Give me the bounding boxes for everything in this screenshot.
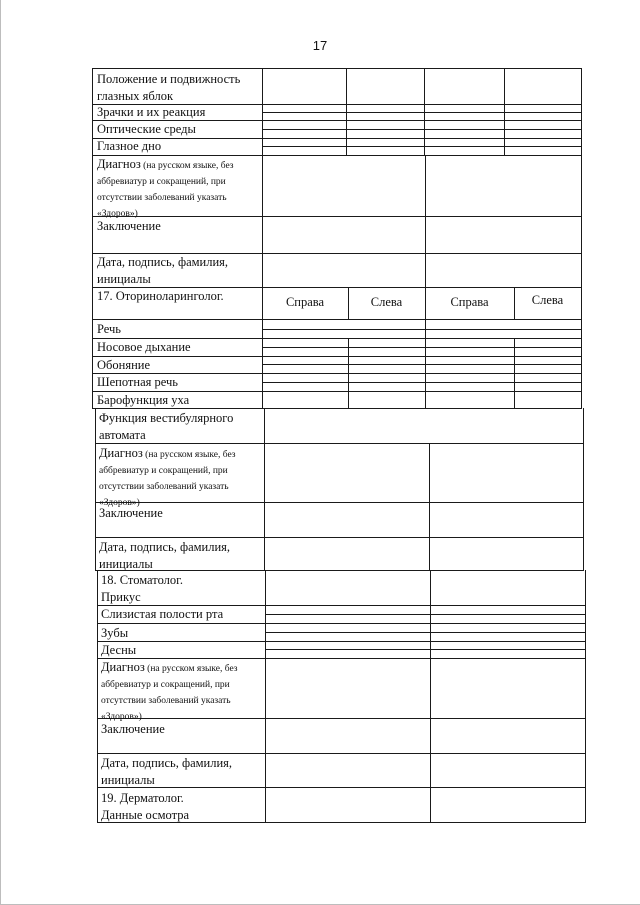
row-line — [92, 68, 582, 69]
row-line — [262, 364, 582, 365]
row-label-conclusion: Заключение — [99, 506, 163, 520]
col-line — [348, 338, 349, 408]
table-border-left — [95, 408, 96, 571]
row-line — [265, 649, 586, 650]
row-label-eye-position: Положение и подвижность глазных яблок — [97, 72, 241, 103]
row-label-signature: Дата, подпись, фамилия, инициалы — [101, 756, 233, 787]
row-label-smell: Обоняние — [97, 358, 151, 372]
col-line — [425, 338, 426, 408]
page-number: 17 — [312, 38, 328, 53]
col-line — [264, 408, 265, 571]
row-label-optical-media: Оптические среды — [97, 122, 196, 136]
row-line — [92, 319, 582, 320]
row-label-teeth: Зубы — [101, 626, 129, 640]
row-line — [95, 537, 584, 538]
row-label-speech: Речь — [97, 322, 122, 336]
row-label-diagnosis: Диагноз (на русском языке, без аббревиатур и сокращений, при отсутствии заболеваний указать «Здоров») — [99, 446, 236, 508]
row-label-conclusion: Заключение — [101, 722, 165, 736]
col-line — [430, 570, 431, 823]
row-line — [262, 129, 582, 130]
table-border-left — [97, 570, 98, 823]
col-header-right-2: Справа — [450, 295, 489, 309]
row-line — [97, 623, 586, 624]
col-line — [504, 68, 505, 155]
row-label-pupils: Зрачки и их реакция — [97, 105, 206, 119]
col-line — [424, 68, 425, 155]
row-label-vestibular: Функция вестибулярного автомата — [99, 411, 234, 442]
row-label-signature: Дата, подпись, фамилия, инициалы — [97, 255, 229, 286]
row-line — [262, 112, 582, 113]
row-label-diagnosis: Диагноз (на русском языке, без аббревиатур и сокращений, при отсутствии заболеваний указать «Здоров») — [97, 157, 234, 219]
col-header-right-1: Справа — [285, 295, 325, 309]
row-line — [262, 382, 582, 383]
col-line — [346, 68, 347, 155]
col-line — [265, 570, 266, 823]
col-header-left-2: Слева — [531, 293, 564, 307]
col-line — [425, 319, 426, 338]
row-line — [97, 753, 586, 754]
row-label-examination-data: Данные осмотра — [101, 808, 190, 822]
row-line — [265, 632, 586, 633]
col-line — [514, 338, 515, 408]
row-label-fundus: Глазное дно — [97, 139, 162, 153]
section-title-ent: 17. Оториноларинголог. — [97, 289, 224, 303]
row-label-bite: Прикус — [101, 590, 141, 604]
row-label-whisper-speech: Шепотная речь — [97, 375, 178, 389]
col-header-left-1: Слева — [370, 295, 403, 309]
row-label-ear-barofunction: Барофункция уха — [97, 393, 190, 407]
row-line — [262, 146, 582, 147]
scan-edge-left — [0, 0, 1, 905]
table-border-right — [585, 570, 586, 823]
col-line — [429, 443, 430, 571]
row-line — [92, 138, 582, 139]
section-title-dentist: 18. Стоматолог. Прикус — [101, 573, 183, 604]
section-title-dermatologist: 19. Дерматолог. Данные осмотра — [101, 791, 190, 822]
row-line — [97, 641, 586, 642]
row-line — [262, 347, 582, 348]
row-label-signature: Дата, подпись, фамилия, инициалы — [99, 540, 231, 571]
row-line — [262, 329, 582, 330]
row-label-gums: Десны — [101, 643, 137, 657]
col-line — [262, 68, 263, 408]
table-border-right — [583, 408, 584, 571]
row-line — [92, 356, 582, 357]
col-line — [425, 155, 426, 287]
row-label-nasal-breathing: Носовое дыхание — [97, 340, 191, 354]
row-label-oral-mucosa: Слизистая полости рта — [101, 607, 224, 621]
row-label-conclusion: Заключение — [97, 219, 161, 233]
row-label-diagnosis: Диагноз (на русском языке, без аббревиатур и сокращений, при отсутствии заболеваний указать «Здоров») — [101, 660, 238, 722]
row-line — [265, 614, 586, 615]
